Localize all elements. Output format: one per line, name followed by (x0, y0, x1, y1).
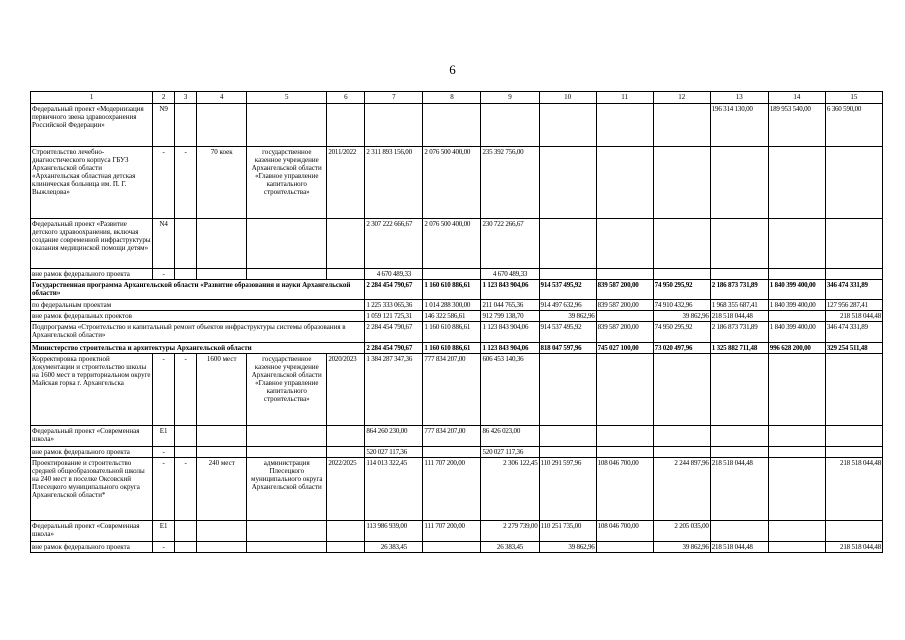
amount-cell (596, 219, 653, 269)
amount-cell: 39 862,96 (539, 311, 596, 322)
capacity-cell (197, 104, 247, 147)
amount-cell: 4 670 489,33 (365, 269, 423, 280)
row-code: - (153, 458, 175, 521)
amount-cell: 1 325 882 711,48 (710, 343, 768, 354)
period-cell (327, 426, 365, 447)
amount-cell (768, 147, 825, 219)
period-cell (327, 447, 365, 458)
amount-cell (596, 447, 653, 458)
amount-cell (423, 447, 481, 458)
amount-cell: 218 518 044,48 (710, 311, 768, 322)
column-number: 11 (596, 92, 653, 104)
amount-cell (539, 104, 596, 147)
period-cell (327, 269, 365, 280)
program-federal-row (31, 300, 883, 311)
amount-cell: 1 059 121 725,31 (365, 311, 423, 322)
amount-cell (539, 147, 596, 219)
amount-cell (825, 447, 882, 458)
row-code: - (153, 354, 175, 426)
cell: - (175, 354, 197, 426)
amount-cell: 6 360 590,00 (825, 104, 882, 147)
amount-cell (596, 354, 653, 426)
program-outside-row (31, 311, 883, 322)
amount-cell (653, 354, 710, 426)
amount-cell (768, 458, 825, 521)
amount-cell: 839 587 200,00 (596, 280, 653, 300)
amount-cell: 2 284 454 790,67 (365, 322, 423, 343)
amount-cell: 26 383,45 (365, 542, 423, 553)
responsible-cell (247, 521, 327, 542)
amount-cell: 74 950 295,92 (653, 322, 710, 343)
amount-cell: 218 518 044,48 (710, 458, 768, 521)
amount-cell (710, 521, 768, 542)
amount-cell (768, 219, 825, 269)
amount-cell (653, 104, 710, 147)
amount-cell: 113 986 939,00 (365, 521, 423, 542)
amount-cell (423, 542, 481, 553)
amount-cell: 86 426 023,00 (481, 426, 539, 447)
amount-cell (539, 447, 596, 458)
amount-cell: 996 628 200,00 (768, 343, 825, 354)
amount-cell: 74 910 432,96 (653, 300, 710, 311)
row-name: Федеральный проект «Развитие детского здравоохранения, включая создание современной инфраструктуры оказания медицинской помощи детям» (31, 219, 153, 269)
amount-cell: 606 453 140,36 (481, 354, 539, 426)
amount-cell (768, 269, 825, 280)
capacity-cell: 240 мест (197, 458, 247, 521)
amount-cell: 914 537 495,92 (539, 322, 596, 343)
amount-cell: 110 251 735,00 (539, 521, 596, 542)
amount-cell: 2 244 897,96 (653, 458, 710, 521)
amount-cell (365, 104, 423, 147)
capacity-cell: 70 коек (197, 147, 247, 219)
amount-cell: 777 834 207,00 (423, 426, 481, 447)
row-name: вне рамок федерального проекта (31, 542, 153, 553)
column-number: 1 (31, 92, 153, 104)
amount-cell (768, 542, 825, 553)
amount-cell: 2 205 035,00 (653, 521, 710, 542)
amount-cell (825, 354, 882, 426)
amount-cell: 39 862,96 (653, 311, 710, 322)
amount-cell: 111 707 200,00 (423, 458, 481, 521)
amount-cell: 1 840 399 400,00 (768, 280, 825, 300)
amount-cell: 1 225 333 065,36 (365, 300, 423, 311)
amount-cell: 839 587 200,00 (596, 300, 653, 311)
amount-cell: 218 518 044,48 (825, 311, 882, 322)
row-name: вне рамок федерального проекта (31, 447, 153, 458)
amount-cell: 196 314 130,00 (710, 104, 768, 147)
capacity-cell (197, 521, 247, 542)
amount-cell: 346 474 331,89 (825, 322, 882, 343)
responsible-cell: государственное казенное учреждение Архангельской области «Главное управление капитального строительства» (247, 354, 327, 426)
amount-cell: 189 953 540,00 (768, 104, 825, 147)
responsible-cell (247, 219, 327, 269)
amount-cell: 818 047 597,96 (539, 343, 596, 354)
amount-cell: 346 474 331,89 (825, 280, 882, 300)
amount-cell: 108 046 700,00 (596, 458, 653, 521)
amount-cell (539, 269, 596, 280)
responsible-cell: администрация Плесецкого муниципального округа Архангельской области (247, 458, 327, 521)
amount-cell (596, 311, 653, 322)
amount-cell: 73 020 497,96 (653, 343, 710, 354)
amount-cell (653, 447, 710, 458)
amount-cell: 2 284 454 790,67 (365, 280, 423, 300)
column-number: 2 (153, 92, 175, 104)
amount-cell: 111 707 200,00 (423, 521, 481, 542)
cell (175, 542, 197, 553)
cell: - (175, 458, 197, 521)
amount-cell: 4 670 489,33 (481, 269, 539, 280)
row-name: Федеральный проект «Модернизация первичного звена здравоохранения Российской Федерации» (31, 104, 153, 147)
ministry-title: Министерство строительства и архитектуры Архангельской области (31, 343, 365, 354)
period-cell (327, 104, 365, 147)
period-cell: 2022/2025 (327, 458, 365, 521)
amount-cell: 520 027 117,36 (481, 447, 539, 458)
row-name: вне рамок федеральных проектов (31, 311, 365, 322)
column-number: 13 (710, 92, 768, 104)
responsible-cell (247, 104, 327, 147)
amount-cell (768, 311, 825, 322)
cell (175, 219, 197, 269)
budget-table (30, 91, 883, 553)
cell (175, 269, 197, 280)
amount-cell: 864 260 230,00 (365, 426, 423, 447)
table-row (31, 219, 883, 269)
amount-cell (423, 104, 481, 147)
row-name: Корректировка проектной документации и строительство школы на 1600 мест в территориальном округе Майская горка г. Архангельска (31, 354, 153, 426)
amount-cell (653, 219, 710, 269)
amount-cell (710, 147, 768, 219)
period-cell (327, 521, 365, 542)
amount-cell: 218 518 044,48 (710, 542, 768, 553)
amount-cell (825, 269, 882, 280)
amount-cell: 1 123 843 904,06 (481, 280, 539, 300)
cell: - (175, 147, 197, 219)
amount-cell: 127 956 287,41 (825, 300, 882, 311)
table-row (31, 147, 883, 219)
amount-cell (596, 269, 653, 280)
row-code: - (153, 269, 175, 280)
column-number: 3 (175, 92, 197, 104)
amount-cell: 1 014 288 300,00 (423, 300, 481, 311)
amount-cell (768, 426, 825, 447)
amount-cell: 2 279 739,00 (481, 521, 539, 542)
amount-cell (481, 104, 539, 147)
amount-cell (596, 426, 653, 447)
period-cell: 2020/2023 (327, 354, 365, 426)
amount-cell: 914 537 495,92 (539, 280, 596, 300)
amount-cell (710, 426, 768, 447)
amount-cell: 108 046 700,00 (596, 521, 653, 542)
column-number-row (31, 92, 883, 104)
table-row (31, 426, 883, 447)
column-number: 15 (825, 92, 882, 104)
amount-cell: 1 123 843 904,06 (481, 343, 539, 354)
period-cell (327, 542, 365, 553)
amount-cell: 839 587 200,00 (596, 322, 653, 343)
subprogram-row (31, 322, 883, 343)
amount-cell: 1 840 399 400,00 (768, 300, 825, 311)
amount-cell: 1 384 287 347,36 (365, 354, 423, 426)
period-cell: 2011/2022 (327, 147, 365, 219)
table-row (31, 269, 883, 280)
capacity-cell (197, 269, 247, 280)
amount-cell (825, 219, 882, 269)
amount-cell: 1 160 610 886,61 (423, 322, 481, 343)
table-row (31, 354, 883, 426)
amount-cell: 2 311 893 156,00 (365, 147, 423, 219)
row-code: E1 (153, 426, 175, 447)
amount-cell: 114 013 322,45 (365, 458, 423, 521)
amount-cell (653, 147, 710, 219)
column-number: 4 (197, 92, 247, 104)
amount-cell (539, 354, 596, 426)
amount-cell (710, 447, 768, 458)
amount-cell: 1 160 610 886,61 (423, 343, 481, 354)
amount-cell (825, 426, 882, 447)
amount-cell: 2 186 873 731,89 (710, 322, 768, 343)
amount-cell: 745 027 100,00 (596, 343, 653, 354)
program-title: Государственная программа Архангельской области «Развитие образования и науки Архангельской области» (31, 280, 365, 300)
amount-cell (653, 269, 710, 280)
row-name: Проектирование и строительство средней общеобразовательной школы на 240 мест в поселке Оксовский Плесецкого муниципального округа Архангельской области* (31, 458, 153, 521)
column-number: 14 (768, 92, 825, 104)
column-number: 10 (539, 92, 596, 104)
responsible-cell (247, 269, 327, 280)
column-number: 12 (653, 92, 710, 104)
amount-cell: 2 307 222 666,67 (365, 219, 423, 269)
column-number: 9 (481, 92, 539, 104)
table-row (31, 542, 883, 553)
amount-cell: 74 950 295,92 (653, 280, 710, 300)
amount-cell: 110 291 597,96 (539, 458, 596, 521)
amount-cell: 1 123 843 904,06 (481, 322, 539, 343)
amount-cell (768, 447, 825, 458)
amount-cell: 1 160 610 886,61 (423, 280, 481, 300)
capacity-cell (197, 542, 247, 553)
period-cell (327, 219, 365, 269)
table-row (31, 521, 883, 542)
amount-cell (653, 426, 710, 447)
amount-cell (825, 521, 882, 542)
capacity-cell (197, 219, 247, 269)
amount-cell (423, 269, 481, 280)
row-code: - (153, 147, 175, 219)
amount-cell: 329 254 511,48 (825, 343, 882, 354)
amount-cell: 230 722 266,67 (481, 219, 539, 269)
amount-cell: 777 834 207,00 (423, 354, 481, 426)
amount-cell: 520 027 117,36 (365, 447, 423, 458)
cell (175, 104, 197, 147)
row-name: Федеральный проект «Современная школа» (31, 426, 153, 447)
program-total-row (31, 280, 883, 300)
amount-cell (539, 426, 596, 447)
responsible-cell (247, 542, 327, 553)
column-number: 5 (247, 92, 327, 104)
amount-cell: 39 862,96 (539, 542, 596, 553)
responsible-cell (247, 447, 327, 458)
cell (175, 521, 197, 542)
ministry-row (31, 343, 883, 354)
column-number: 8 (423, 92, 481, 104)
amount-cell: 2 284 454 790,67 (365, 343, 423, 354)
row-code: E1 (153, 521, 175, 542)
amount-cell (596, 104, 653, 147)
amount-cell (710, 354, 768, 426)
table-row (31, 447, 883, 458)
amount-cell (825, 147, 882, 219)
amount-cell: 146 322 586,61 (423, 311, 481, 322)
row-name: по федеральным проектам (31, 300, 365, 311)
amount-cell: 1 840 399 400,00 (768, 322, 825, 343)
table-row (31, 104, 883, 147)
amount-cell: 2 076 500 400,00 (423, 219, 481, 269)
amount-cell: 39 862,96 (653, 542, 710, 553)
amount-cell (768, 354, 825, 426)
row-name: Строительство лечебно-диагностического корпуса ГБУЗ Архангельской области «Архангельская областная детская клиническая больница им. П. Г. Выжлецова» (31, 147, 153, 219)
amount-cell: 26 383,45 (481, 542, 539, 553)
amount-cell: 218 518 044,48 (825, 542, 882, 553)
cell (175, 447, 197, 458)
amount-cell: 2 186 873 731,89 (710, 280, 768, 300)
amount-cell (539, 219, 596, 269)
amount-cell (710, 269, 768, 280)
amount-cell: 235 392 756,00 (481, 147, 539, 219)
responsible-cell: государственное казенное учреждение Архангельской области «Главное управление капитального строительства» (247, 147, 327, 219)
row-code: N4 (153, 219, 175, 269)
amount-cell: 2 306 122,45 (481, 458, 539, 521)
column-number: 6 (327, 92, 365, 104)
amount-cell: 211 044 765,36 (481, 300, 539, 311)
capacity-cell (197, 447, 247, 458)
amount-cell: 914 497 632,96 (539, 300, 596, 311)
table-row (31, 458, 883, 521)
cell (175, 426, 197, 447)
amount-cell: 2 076 500 400,00 (423, 147, 481, 219)
amount-cell (596, 542, 653, 553)
page-number: 6 (449, 62, 456, 77)
responsible-cell (247, 426, 327, 447)
row-name: вне рамок федерального проекта (31, 269, 153, 280)
capacity-cell: 1600 мест (197, 354, 247, 426)
amount-cell (710, 219, 768, 269)
row-code: N9 (153, 104, 175, 147)
amount-cell: 912 799 138,70 (481, 311, 539, 322)
amount-cell: 218 518 044,48 (825, 458, 882, 521)
capacity-cell (197, 426, 247, 447)
subprogram-title: Подпрограмма «Строительство и капитальный ремонт объектов инфраструктуры системы образования в Архангельской области» (31, 322, 365, 343)
amount-cell (768, 521, 825, 542)
row-name: Федеральный проект «Современная школа» (31, 521, 153, 542)
amount-cell (596, 147, 653, 219)
row-code: - (153, 447, 175, 458)
amount-cell: 1 968 355 687,41 (710, 300, 768, 311)
column-number: 7 (365, 92, 423, 104)
row-code: - (153, 542, 175, 553)
